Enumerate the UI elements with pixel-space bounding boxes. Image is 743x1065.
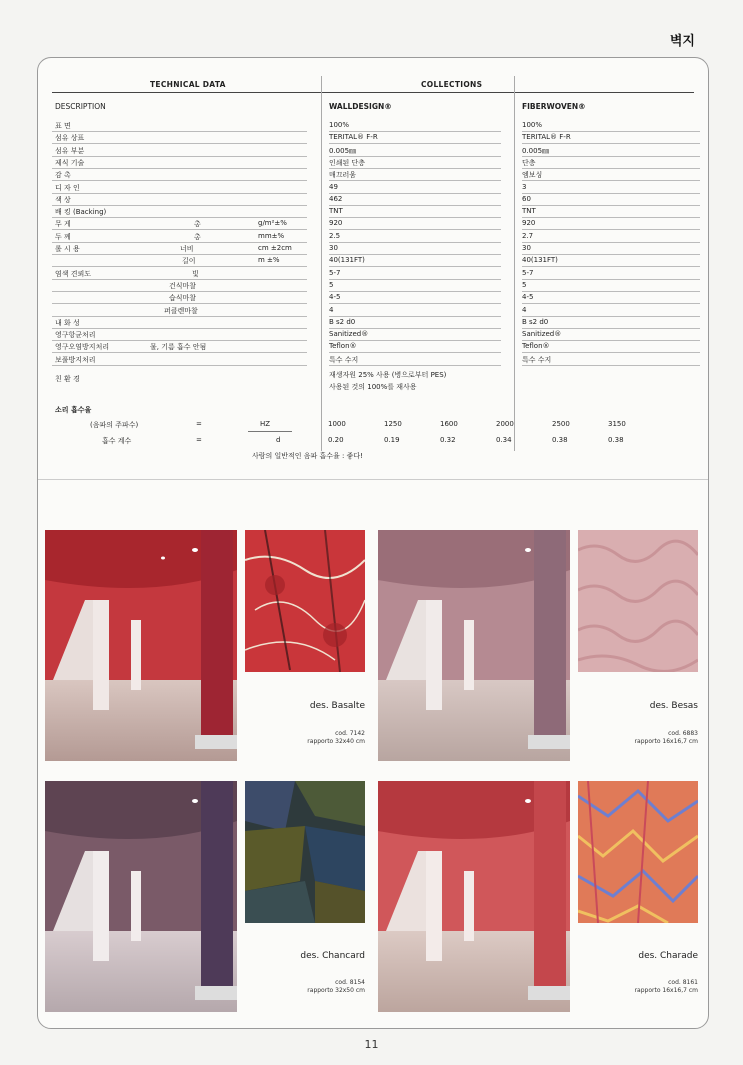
coefficient-value: 0.38 [552,436,568,444]
sound-absorption-title: 소리 흡수율 [55,406,92,414]
swatch-charade [578,781,698,923]
fiberwoven-value: 5 [522,280,527,289]
spec-label: 제식 기술 [55,158,85,167]
fiberwoven-value: Teflon® [522,342,550,351]
fiberwoven-value: 엠보싱 [522,171,543,180]
fiberwoven-value: 40(131FT) [522,256,558,265]
spec-label: 무 게 [55,220,71,229]
frequency-label: (음파의 주파수) [90,421,139,429]
spec-label: 섬유 상표 [55,134,85,143]
product-code: cod. 6883 [668,730,698,737]
walldesign-value: 0.005㎜ [329,146,357,155]
walldesign-value: 인쇄된 단층 [329,158,366,167]
fiberwoven-header: FIBERWOVEN® [522,102,586,111]
walldesign-value: 5-7 [329,268,341,277]
spec-label: 영구항균처리 [55,331,96,340]
walldesign-value: TERITAL® F-R [329,133,378,142]
coefficient-label: 흡수 계수 [102,437,132,445]
fiberwoven-value: 2.7 [522,231,534,240]
column-divider [321,76,322,451]
frequency-value: 2000 [496,420,514,428]
product-code: cod. 8154 [335,979,365,986]
spec-sublabel: 습식마찰 [169,294,197,303]
frequency-value: 1250 [384,420,402,428]
spec-label: 배 킹 (Backing) [55,208,107,217]
coefficient-value: 0.32 [440,436,456,444]
coefficient-unit: d [276,436,281,444]
walldesign-value: 매끄러움 [329,171,357,180]
spec-sublabel: 너비 [180,245,194,253]
spec-sublabel: 총 [194,232,201,241]
interior-photo-basalte [45,530,237,761]
spec-label: 디 자 인 [55,183,80,192]
description-header: DESCRIPTION [55,102,106,111]
spec-label: 염색 견뢰도 [55,269,92,278]
walldesign-value: 특수 수지 [329,355,359,364]
spec-label: 두 께 [55,232,71,241]
walldesign-value: 100% [329,121,350,129]
spec-label: 감 촉 [55,171,71,180]
swatch-basalte [245,530,365,672]
spec-unit: g/m²±% [258,219,287,228]
fiberwoven-value: B s2 d0 [522,317,549,326]
header-divider [52,92,694,93]
fiberwoven-value: 4-5 [522,293,534,302]
walldesign-value: 462 [329,194,343,203]
spec-sublabel: 빛 [192,269,199,278]
fiberwoven-value: 4 [522,305,527,314]
interior-photo-chancard [45,781,237,1012]
spec-sublabel: 퍼클렌마찰 [164,306,198,315]
eco-label: 친 환 경 [55,375,80,383]
fiberwoven-value: TNT [522,207,536,216]
walldesign-value: Teflon® [329,342,357,351]
spec-label: 색 상 [55,195,71,204]
product-code: cod. 8161 [668,979,698,986]
spec-unit: cm ±2cm [258,244,292,252]
fiberwoven-value: 100% [522,121,543,129]
walldesign-header: WALLDESIGN® [329,102,392,111]
fiberwoven-value: 0.005㎜ [522,146,550,155]
eco-line-2: 사용된 것의 100%를 재사용 [329,383,417,391]
spec-sublabel: 길이 [182,257,196,266]
swatch-chancard [245,781,365,923]
page-corner-title: 벽지 [669,34,695,49]
product-name: des. Basalte [309,701,365,711]
product-code: cod. 7142 [335,730,365,737]
product-name: des. Charade [638,951,698,961]
product-repeat: rapporto 16x16,7 cm [634,738,698,745]
walldesign-value: 5 [329,280,334,289]
equals-sign: = [196,436,202,444]
column-divider [514,76,515,451]
fiberwoven-value: 60 [522,194,531,203]
frequency-value: 1000 [328,420,346,428]
spec-sublabel: 건식마찰 [169,281,197,290]
frequency-value: 2500 [552,420,570,428]
fiberwoven-value: 5-7 [522,268,534,277]
fiberwoven-value: 30 [522,244,531,252]
fiberwoven-value: Sanitized® [522,330,562,339]
spec-label: 표 면 [55,122,71,130]
swatch-besas [578,530,698,672]
product-repeat: rapporto 32x40 cm [307,738,365,745]
eco-line-1: 재생자원 25% 사용 (병으로부터 PES) [329,371,447,379]
spec-unit: m ±% [258,256,280,265]
equals-sign: = [196,420,202,428]
walldesign-value: 49 [329,182,338,191]
coefficient-value: 0.34 [496,436,512,444]
section-divider [38,479,708,480]
spec-sublabel: 총 [194,220,201,229]
spec-label: 보풀방지처리 [55,355,96,364]
walldesign-value: 4-5 [329,293,341,302]
product-name: des. Besas [649,701,698,711]
fiberwoven-value: 3 [522,182,527,191]
walldesign-value: 4 [329,305,334,314]
fiberwoven-value: TERITAL® F-R [522,133,571,142]
interior-photo-charade [378,781,570,1012]
fiberwoven-value: 단층 [522,158,536,167]
walldesign-value: 920 [329,219,343,228]
walldesign-value: 30 [329,244,338,252]
fiberwoven-value: 특수 수지 [522,355,552,364]
frequency-value: 3150 [608,420,626,428]
spec-label: 내 화 성 [55,318,80,327]
walldesign-value: 2.5 [329,231,341,240]
product-repeat: rapporto 16x16,7 cm [634,987,698,994]
spec-label: 롤 시 용 [55,245,80,253]
spec-label: 영구오염방지처리 [55,343,110,352]
spec-unit: mm±% [258,231,285,240]
product-name: des. Chancard [300,951,365,961]
walldesign-value: Sanitized® [329,330,369,339]
page-number: 11 [364,1038,379,1051]
spec-card [37,57,709,1029]
coefficient-value: 0.20 [328,436,344,444]
sound-note: 사람의 일반적인 음파 흡수율 : 좋다! [252,452,363,460]
spec-sublabel: 물, 기름 흡수 안됨 [150,343,207,352]
product-repeat: rapporto 32x50 cm [307,987,365,994]
spec-label: 섬유 부분 [55,146,85,155]
technical-data-header: TECHNICAL DATA [150,80,226,89]
interior-photo-besas [378,530,570,761]
walldesign-value: 40(131FT) [329,256,365,265]
coefficient-value: 0.38 [608,436,624,444]
collections-header: COLLECTIONS [421,80,483,89]
frequency-value: 1600 [440,420,458,428]
frequency-unit: HZ [260,420,271,428]
walldesign-value: B s2 d0 [329,317,356,326]
walldesign-value: TNT [329,207,343,216]
coefficient-value: 0.19 [384,436,400,444]
fiberwoven-value: 920 [522,219,536,228]
